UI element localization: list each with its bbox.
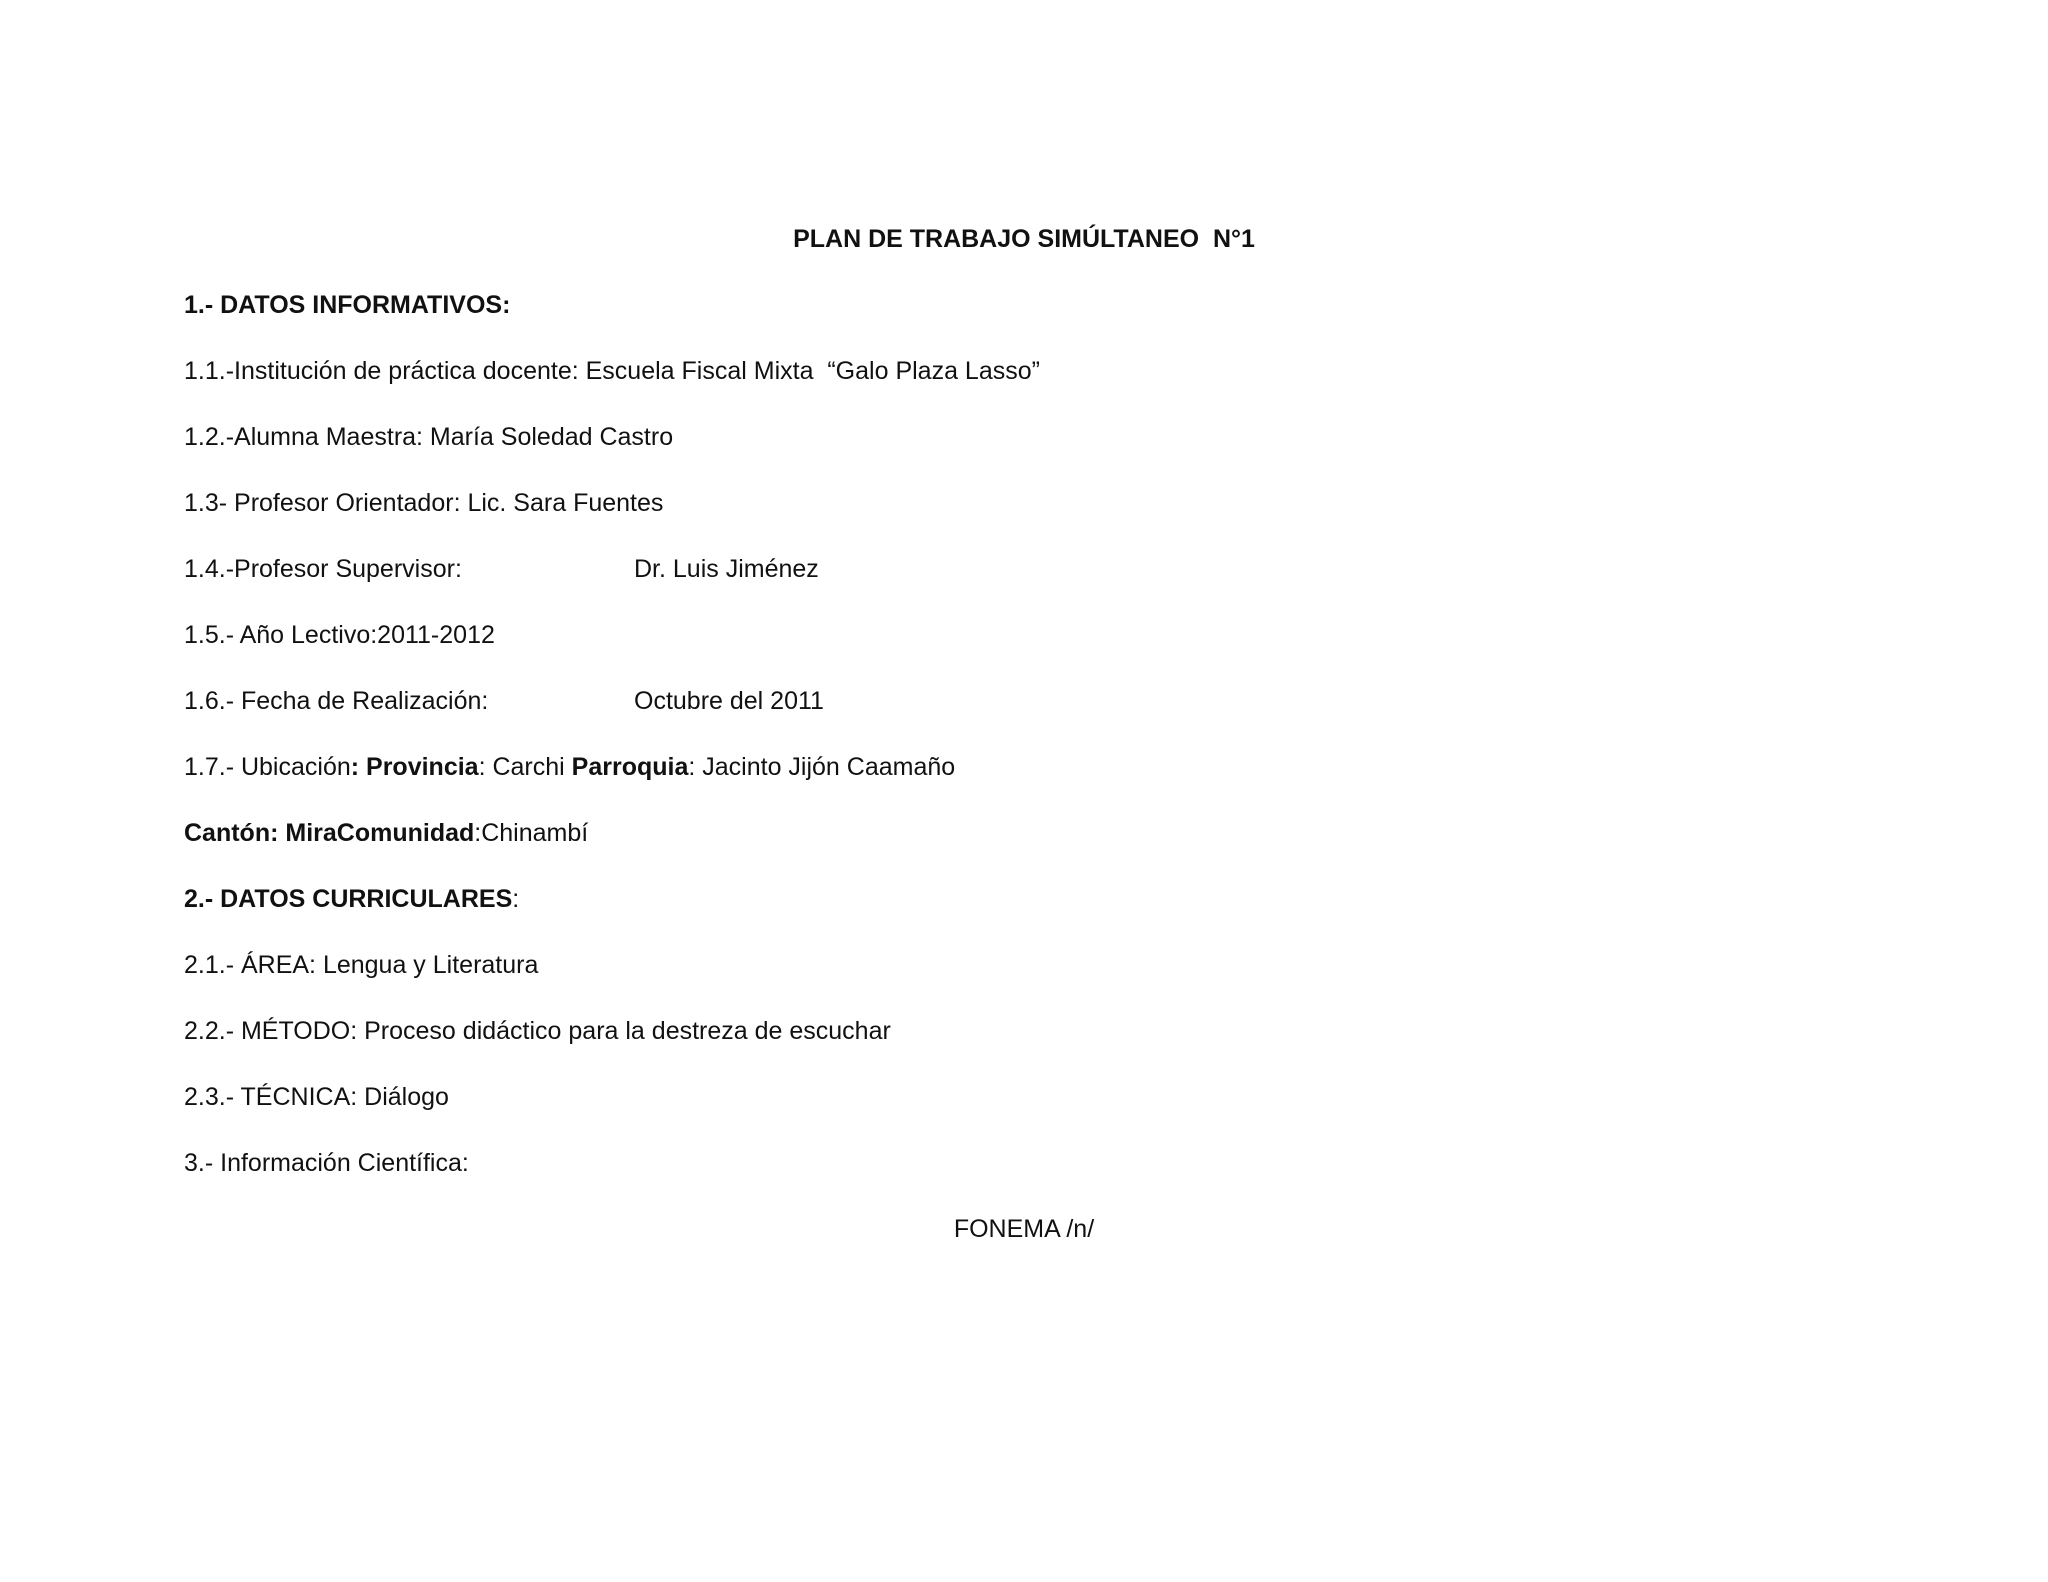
alumna-line: 1.2.-Alumna Maestra: María Soledad Castro xyxy=(184,423,674,451)
metodo-line: 2.2.- MÉTODO: Proceso didáctico para la destreza de escuchar xyxy=(184,1017,891,1045)
area-line: 2.1.- ÁREA: Lengua y Literatura xyxy=(184,951,539,979)
section-2-heading xyxy=(184,882,519,916)
canton-value: :Chinambí xyxy=(474,819,589,847)
section-2-heading-bold: 2.- DATOS CURRICULARES xyxy=(184,885,513,913)
provincia-value: : Carchi xyxy=(478,753,572,781)
supervisor-label: 1.4.-Profesor Supervisor: xyxy=(184,555,462,583)
canton-line xyxy=(184,816,588,850)
parroquia-label: Parroquia xyxy=(571,753,689,781)
fecha-value: Octubre del 2011 xyxy=(634,687,824,715)
tecnica-line: 2.3.- TÉCNICA: Diálogo xyxy=(184,1083,449,1111)
provincia-label: : Provincia xyxy=(350,753,479,781)
ubicacion-prefix: 1.7.- Ubicación xyxy=(184,753,351,781)
section-2-heading-colon: : xyxy=(512,885,520,913)
parroquia-value: : Jacinto Jijón Caamaño xyxy=(688,753,956,781)
section-1-heading: 1.- DATOS INFORMATIVOS: xyxy=(184,291,511,319)
canton-label: Cantón: MiraComunidad xyxy=(184,819,475,847)
section-3-heading: 3.- Información Científica: xyxy=(184,1149,469,1177)
supervisor-value: Dr. Luis Jiménez xyxy=(634,555,819,583)
document-title: PLAN DE TRABAJO SIMÚLTANEO N°1 xyxy=(793,225,1255,253)
fonema-subtitle: FONEMA /n/ xyxy=(953,1215,1095,1243)
institucion-line: 1.1.-Institución de práctica docente: Escuela Fiscal Mixta “Galo Plaza Lasso” xyxy=(184,357,1040,385)
anio-lectivo-line: 1.5.- Año Lectivo:2011-2012 xyxy=(184,621,495,649)
ubicacion-line xyxy=(184,750,955,784)
orientador-line: 1.3- Profesor Orientador: Lic. Sara Fuentes xyxy=(184,489,664,517)
fecha-label: 1.6.- Fecha de Realización: xyxy=(184,687,489,715)
